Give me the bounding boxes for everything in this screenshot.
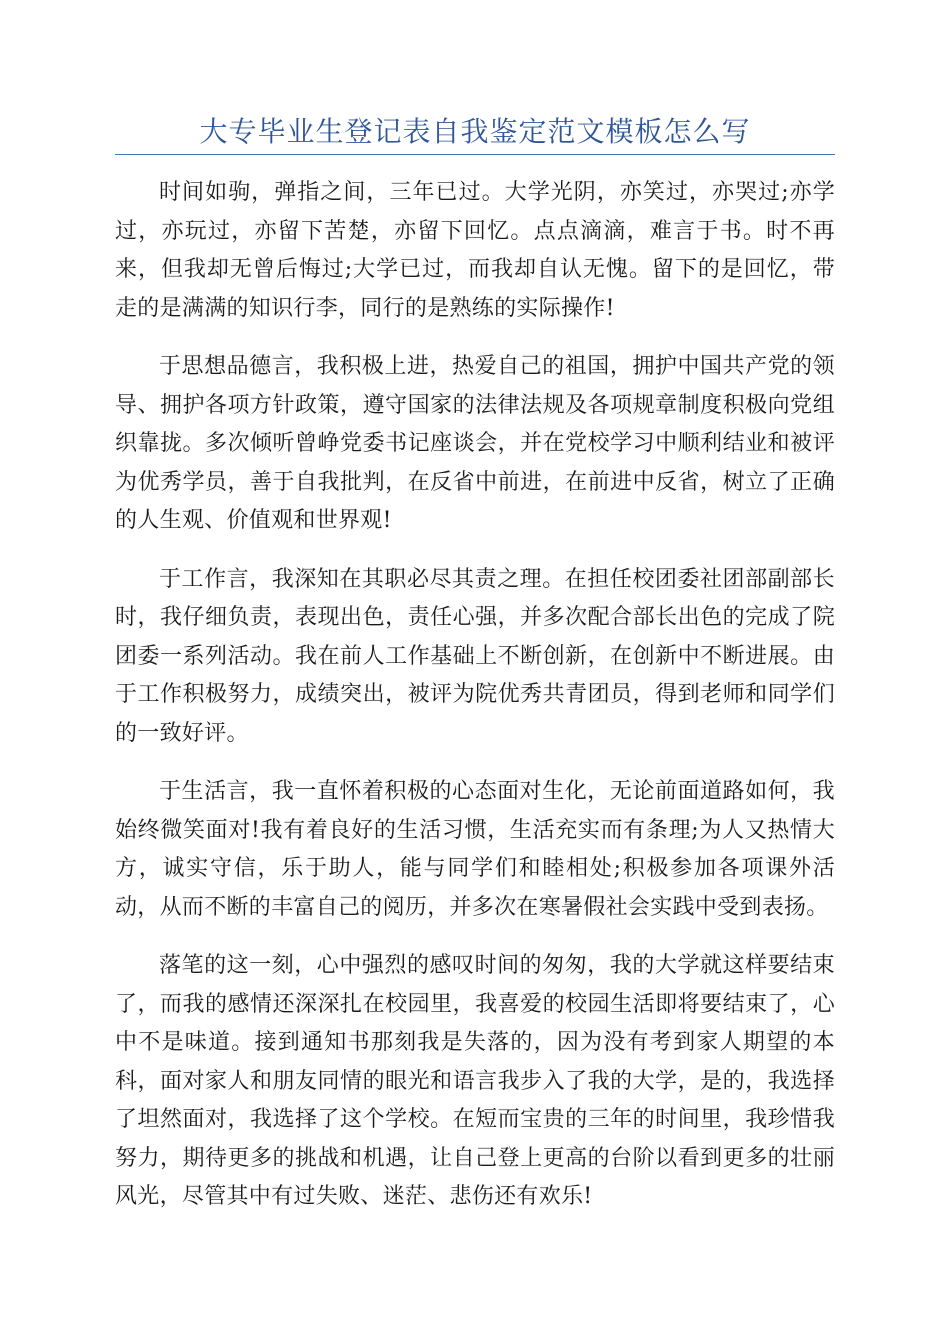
page-title: 大专毕业生登记表自我鉴定范文模板怎么写 (199, 115, 751, 148)
paragraph-life: 于生活言，我一直怀着积极的心态面对生化，无论前面道路如何，我始终微笑面对!我有着良好的生活习惯，生活充实而有条理;为人又热情大方，诚实守信，乐于助人，能与同学们和睦相处;积极参加各项课外活动，从而不断的丰富自己的阅历，并多次在寒暑假社会实践中受到表扬。 (115, 779, 835, 920)
paragraph-conclusion: 落笔的这一刻，心中强烈的感叹时间的匆匆，我的大学就这样要结束了，而我的感情还深深扎在校园里，我喜爱的校园生活即将要结束了，心中不是味道。接到通知书那刻我是失落的，因为没有考到家人期望的本科，面对家人和朋友同情的眼光和语言我步入了我的大学，是的，我选择了坦然面对，我选择了这个学校。在短而宝贵的三年的时间里，我珍惜我努力，期待更多的挑战和机遇，让自己登上更高的台阶以看到更多的壮丽风光，尽管其中有过失败、迷茫、悲伤还有欢乐! (115, 953, 835, 1209)
title-divider (115, 154, 835, 155)
paragraph-ideology: 于思想品德言，我积极上进，热爱自己的祖国，拥护中国共产党的领导、拥护各项方针政策，遵守国家的法律法规及各项规章制度积极向党组织靠拢。多次倾听曾峥党委书记座谈会，并在党校学习中顺利结业和被评为优秀学员，善于自我批判，在反省中前进，在前进中反省，树立了正确的人生观、价值观和世界观! (115, 354, 835, 533)
paragraph-intro: 时间如驹，弹指之间，三年已过。大学光阴，亦笑过，亦哭过;亦学过，亦玩过，亦留下苦楚，亦留下回忆。点点滴滴，难言于书。时不再来，但我却无曾后悔过;大学已过，而我却自认无愧。留下的是回忆，带走的是满满的知识行李，同行的是熟练的实际操作! (115, 180, 835, 321)
document-body (115, 174, 835, 1237)
paragraph-work: 于工作言，我深知在其职必尽其责之理。在担任校团委社团部副部长时，我仔细负责，表现出色，责任心强，并多次配合部长出色的完成了院团委一系列活动。我在前人工作基础上不断创新，在创新中不断进展。由于工作积极努力，成绩突出，被评为院优秀共青团员，得到老师和同学们的一致好评。 (115, 566, 835, 746)
